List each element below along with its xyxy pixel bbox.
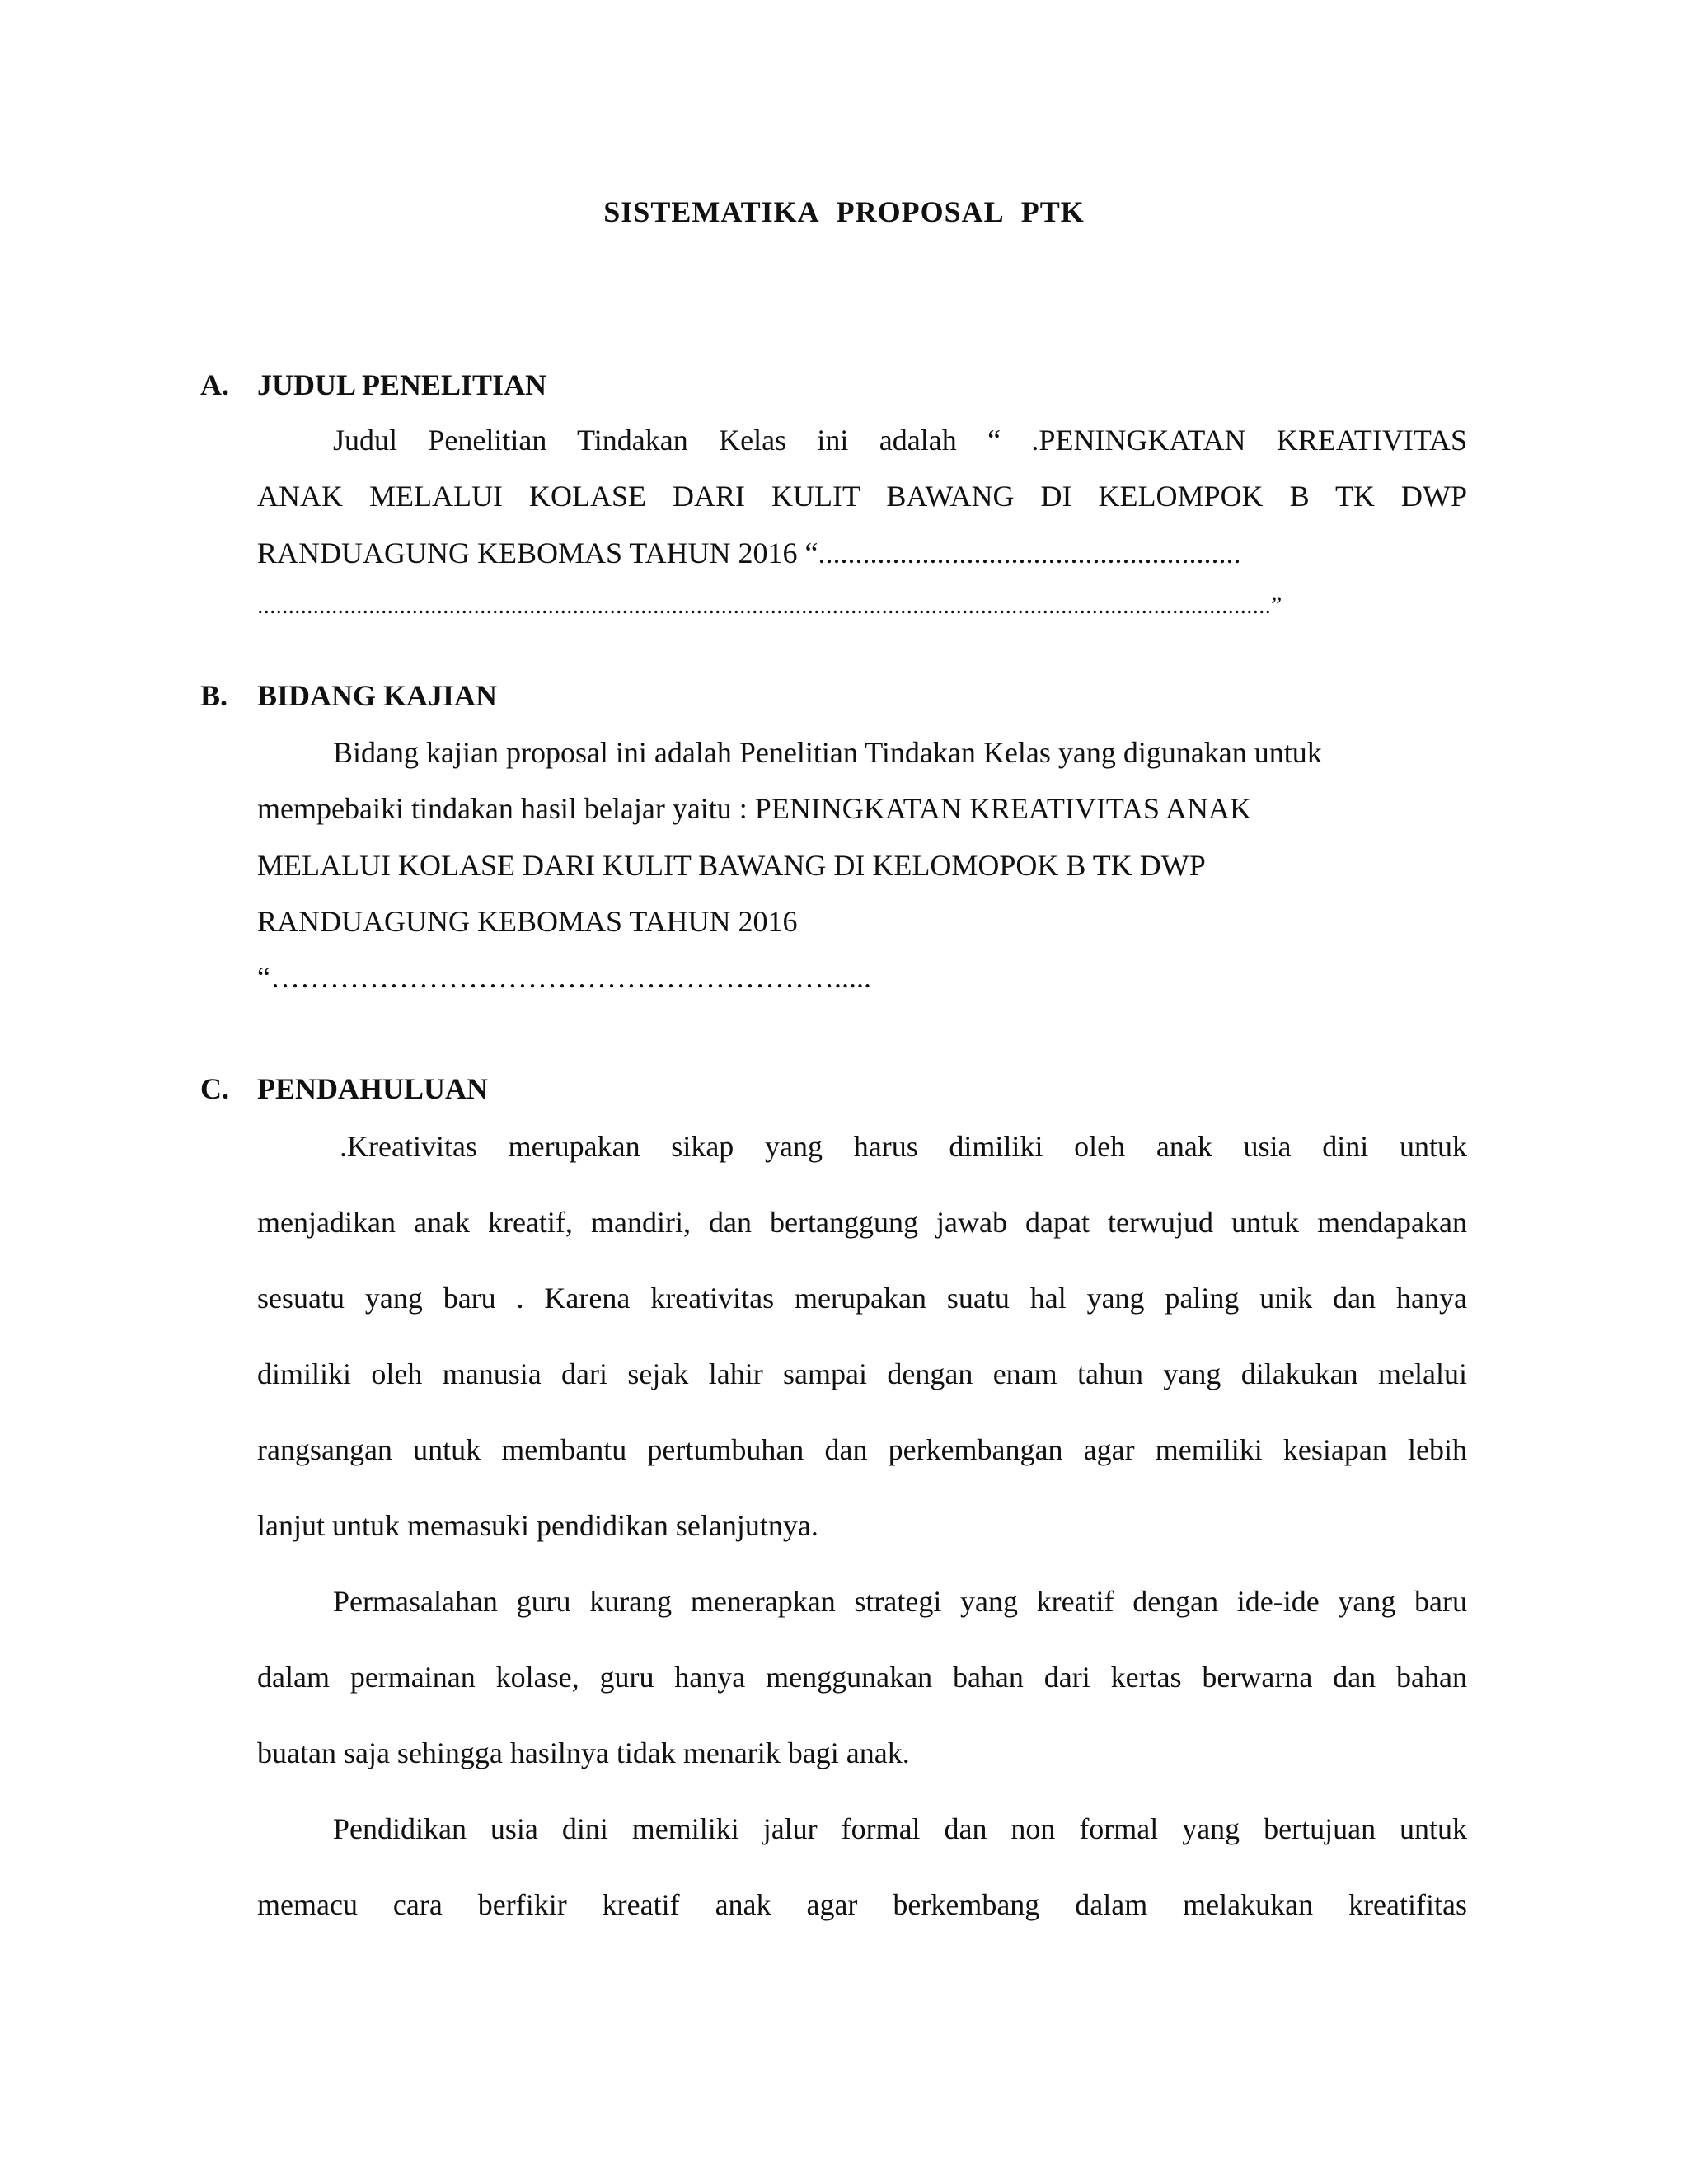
- section-c-line-11: memacu cara berfikir kreatif anak agar berkembang dalam melakukan kreatifitas: [257, 1888, 1467, 1921]
- section-a-line-3: RANDUAGUNG KEBOMAS TAHUN 2016 “.........................................................: [257, 537, 1241, 569]
- document-title: SISTEMATIKA PROPOSAL PTK: [603, 195, 1085, 228]
- section-a-line-2: ANAK MELALUI KOLASE DARI KULIT BAWANG DI KELOMPOK B TK DWP: [257, 480, 1467, 513]
- section-a-letter: A.: [200, 368, 229, 401]
- section-c-line-8: dalam permainan kolase, guru hanya menggunakan bahan dari kertas berwarna dan bahan: [257, 1661, 1467, 1694]
- section-c-line-3: sesuatu yang baru . Karena kreativitas merupakan suatu hal yang paling unik dan hanya: [257, 1282, 1467, 1315]
- section-b-line-3: MELALUI KOLASE DARI KULIT BAWANG DI KELOMOPOK B TK DWP: [257, 849, 1206, 882]
- section-b-line-5: “………………………………………………….....: [257, 961, 871, 994]
- section-c-line-7: Permasalahan guru kurang menerapkan strategi yang kreatif dengan ide-ide yang baru: [333, 1585, 1467, 1618]
- section-c-line-10: Pendidikan usia dini memiliki jalur formal dan non formal yang bertujuan untuk: [333, 1812, 1467, 1845]
- section-b-heading: [200, 678, 860, 715]
- section-c-line-5: rangsangan untuk membantu pertumbuhan dan perkembangan agar memiliki kesiapan lebih: [257, 1433, 1467, 1466]
- section-c-title: PENDAHULUAN: [257, 1072, 489, 1105]
- section-a-title: JUDUL PENELITIAN: [257, 368, 547, 401]
- section-b-line-2: mempebaiki tindakan hasil belajar yaitu : PENINGKATAN KREATIVITAS ANAK: [257, 792, 1252, 825]
- section-b-line-1: Bidang kajian proposal ini adalah Penelitian Tindakan Kelas yang digunakan untuk: [333, 736, 1322, 769]
- section-c-line-2: menjadikan anak kreatif, mandiri, dan bertanggung jawab dapat terwujud untuk mendapakan: [257, 1206, 1467, 1239]
- section-a-line-1: Judul Penelitian Tindakan Kelas ini adalah “ .PENINGKATAN KREATIVITAS: [333, 424, 1467, 457]
- section-c-letter: C.: [200, 1072, 229, 1105]
- section-c-line-4: dimiliki oleh manusia dari sejak lahir sampai dengan enam tahun yang dilakukan melalui: [257, 1357, 1467, 1390]
- section-c-line-6: lanjut untuk memasuki pendidikan selanjutnya.: [257, 1509, 818, 1542]
- section-c-line-9: buatan saja sehingga hasilnya tidak menarik bagi anak.: [257, 1736, 910, 1769]
- section-b-title: BIDANG KAJIAN: [257, 679, 498, 712]
- section-c-line-1: .Kreativitas merupakan sikap yang harus dimiliki oleh anak usia dini untuk: [340, 1130, 1467, 1163]
- section-c-heading: [200, 1071, 860, 1108]
- section-b-line-4: RANDUAGUNG KEBOMAS TAHUN 2016: [257, 905, 798, 938]
- section-a-line-4: ....................................................................................................................................................................”: [257, 592, 1282, 619]
- section-a-heading: [200, 368, 860, 404]
- section-b-letter: B.: [200, 679, 228, 712]
